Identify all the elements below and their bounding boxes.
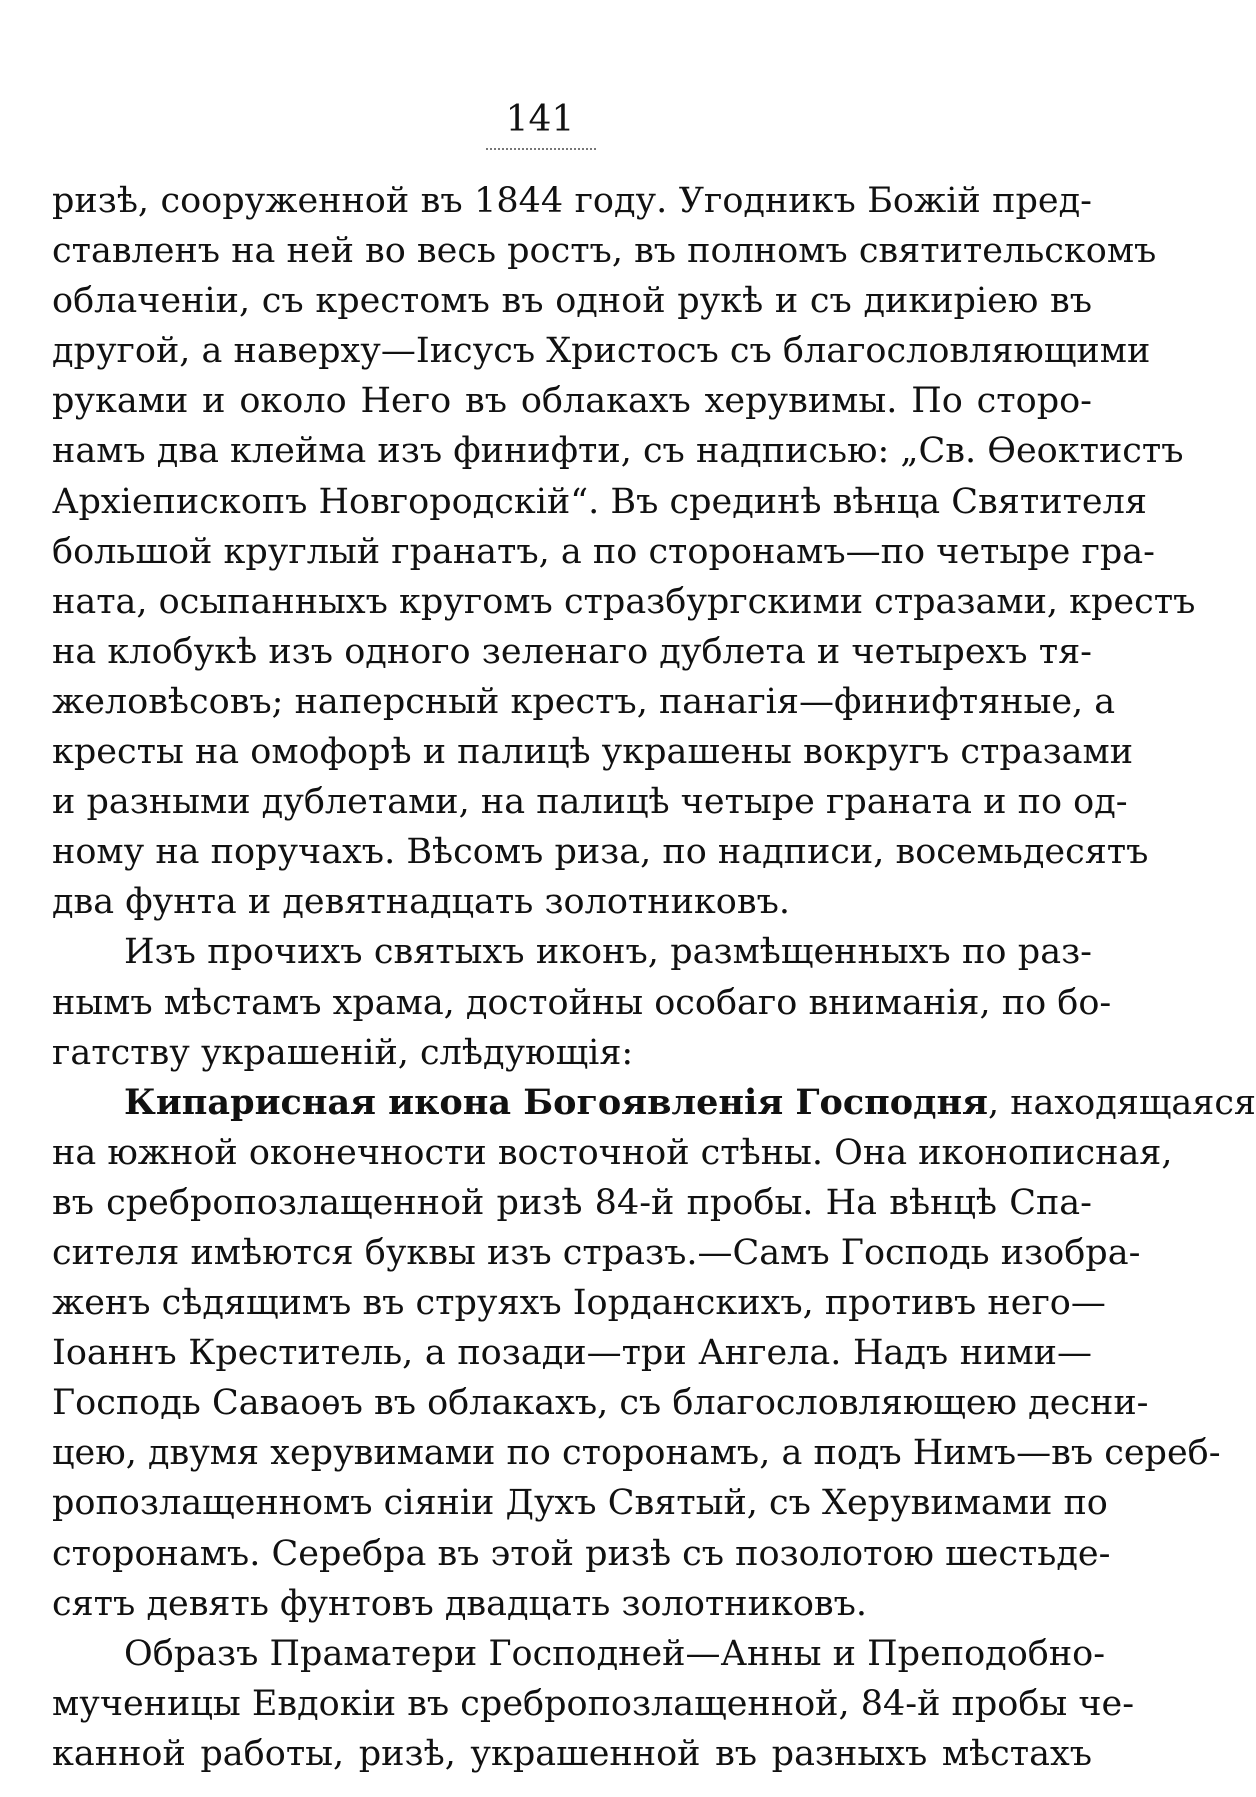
text-line: кресты на омофорѣ и палицѣ украшены вокругъ стразами (52, 732, 1134, 773)
text-line: мученицы Евдокіи въ сребропозлащенной, 84-й пробы че- (52, 1683, 1135, 1724)
text-line: намъ два клейма изъ финифти, съ надписью: „Св. Ѳеоктистъ (52, 431, 1184, 472)
text-line: ному на поручахъ. Вѣсомъ риза, по надписи, восемьдесятъ (52, 832, 1149, 873)
text-line: цею, двумя херувимами по сторонамъ, а подъ Нимъ—въ сереб- (52, 1433, 1221, 1474)
text-line: канной работы, ризѣ, украшенной въ разныхъ мѣстахъ (52, 1733, 1092, 1774)
text-line: Образъ Праматери Господней—Анны и Преподобно- (124, 1633, 1106, 1674)
text-line: Изъ прочихъ святыхъ иконъ, размѣщенныхъ по раз- (124, 932, 1092, 973)
text-line: два фунта и девятнадцать золотниковъ. (52, 882, 790, 923)
text-line: на клобукѣ изъ одного зеленаго дублета и четырехъ тя- (52, 631, 1092, 672)
text-line: ропозлащенномъ сіяніи Духъ Святый, съ Херувимами по (52, 1483, 1108, 1524)
text-line: на южной оконечности восточной стѣны. Она иконописная, (52, 1132, 1173, 1173)
text-line: Іоаннъ Креститель, а позади—три Ангела. Надъ ними— (52, 1333, 1092, 1374)
text-line: Кипарисная икона Богоявленія Господня, находящаяся (124, 1081, 1256, 1123)
text-line: облаченіи, съ крестомъ въ одной рукѣ и съ дикиріею въ (52, 281, 1092, 322)
text-line: другой, а наверху—Іисусъ Христосъ съ благословляющими (52, 331, 1151, 372)
text-line: сителя имѣются буквы изъ стразъ.—Самъ Господь изобра- (52, 1232, 1141, 1273)
text-line: нымъ мѣстамъ храма, достойны особаго вниманія, по бо- (52, 982, 1112, 1023)
text-line: большой круглый гранатъ, а по сторонамъ—по четыре гра- (52, 531, 1155, 572)
text-line: ставленъ на ней во весь ростъ, въ полномъ святительскомъ (52, 231, 1157, 272)
text-line: сторонамъ. Серебра въ этой ризѣ съ позолотою шестьде- (52, 1533, 1111, 1574)
text-line: и разными дублетами, на палицѣ четыре граната и по од- (52, 782, 1128, 823)
text-line: гатству украшеній, слѣдующія: (52, 1032, 634, 1073)
text-line: сятъ девять фунтовъ двадцать золотниковъ. (52, 1583, 867, 1624)
page-number: 141 (505, 99, 575, 140)
text-line: ната, осыпанныхъ кругомъ стразбургскими стразами, крестъ (52, 581, 1196, 622)
icon-heading: Кипарисная икона Богоявленія Господня (124, 1081, 988, 1123)
page-number-rule (486, 148, 596, 150)
text-line: желовѣсовъ; наперсный крестъ, панагія—финифтяные, а (52, 681, 1116, 722)
body-text (52, 176, 1256, 1779)
text-line: Господь Саваоѳъ въ облакахъ, съ благословляющею десни- (52, 1383, 1149, 1424)
text-line: женъ сѣдящимъ въ струяхъ Іорданскихъ, противъ него— (52, 1283, 1106, 1324)
text-line: руками и около Него въ облакахъ херувимы. По сторо- (52, 381, 1092, 422)
text-line: Архіепископъ Новгородскій“. Въ срединѣ вѣнца Святителя (52, 481, 1147, 522)
text-line: ризѣ, сооруженной въ 1844 году. Угодникъ Божій пред- (52, 181, 1092, 221)
text-line: въ сребропозлащенной ризѣ 84-й пробы. На вѣнцѣ Спа- (52, 1182, 1092, 1223)
